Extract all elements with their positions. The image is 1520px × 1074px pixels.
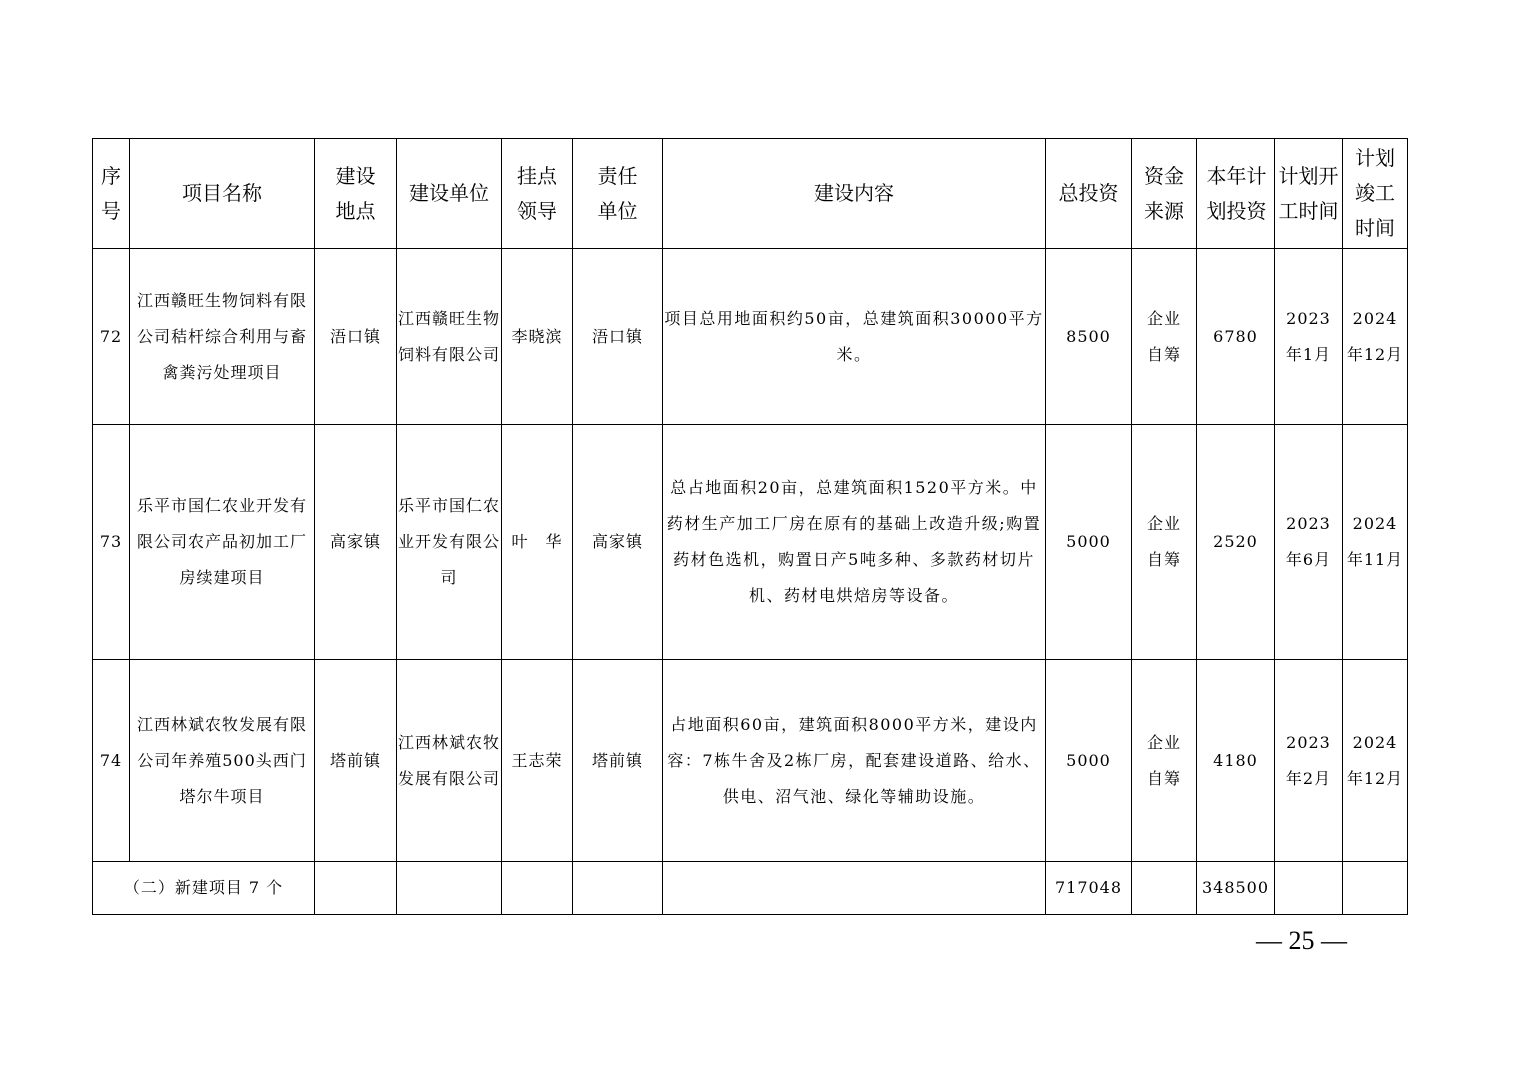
empty-cell	[1275, 862, 1343, 915]
cell-location: 塔前镇	[315, 660, 397, 862]
empty-cell	[1132, 862, 1197, 915]
cell-start: 2023年1月	[1275, 249, 1343, 425]
empty-cell	[573, 862, 663, 915]
cell-seq: 72	[93, 249, 130, 425]
cell-location: 高家镇	[315, 425, 397, 660]
cell-leader: 叶 华	[502, 425, 573, 660]
cell-total: 8500	[1046, 249, 1132, 425]
cell-total: 5000	[1046, 425, 1132, 660]
cell-name: 江西赣旺生物饲料有限公司秸杆综合利用与畜禽粪污处理项目	[130, 249, 315, 425]
cell-content: 占地面积60亩，建筑面积8000平方米，建设内容：7栋牛舍及2栋厂房，配套建设道路、给水、供电、沼气池、绿化等辅助设施。	[663, 660, 1046, 862]
empty-cell	[315, 862, 397, 915]
cell-seq: 73	[93, 425, 130, 660]
cell-plan: 4180	[1197, 660, 1275, 862]
cell-total: 5000	[1046, 660, 1132, 862]
cell-leader: 王志荣	[502, 660, 573, 862]
header-start: 计划开工时间	[1275, 139, 1343, 249]
header-plan: 本年计划投资	[1197, 139, 1275, 249]
cell-end: 2024年12月	[1343, 660, 1408, 862]
empty-cell	[502, 862, 573, 915]
cell-start: 2023年6月	[1275, 425, 1343, 660]
header-name: 项目名称	[130, 139, 315, 249]
cell-content: 项目总用地面积约50亩，总建筑面积30000平方米。	[663, 249, 1046, 425]
header-end: 计划竣工时间	[1343, 139, 1408, 249]
cell-resp: 高家镇	[573, 425, 663, 660]
project-table	[92, 138, 1408, 915]
cell-name: 江西林斌农牧发展有限公司年养殖500头西门塔尔牛项目	[130, 660, 315, 862]
table-row	[93, 249, 1408, 425]
cell-start: 2023年2月	[1275, 660, 1343, 862]
subtotal-total: 717048	[1046, 862, 1132, 915]
cell-plan: 6780	[1197, 249, 1275, 425]
cell-name: 乐平市国仁农业开发有限公司农产品初加工厂房续建项目	[130, 425, 315, 660]
cell-unit: 乐平市国仁农业开发有限公司	[397, 425, 502, 660]
cell-content: 总占地面积20亩，总建筑面积1520平方米。中药材生产加工厂房在原有的基础上改造升级;购置药材色选机，购置日产5吨多种、多款药材切片机、药材电烘焙房等设备。	[663, 425, 1046, 660]
header-unit: 建设单位	[397, 139, 502, 249]
header-leader: 挂点领导	[502, 139, 573, 249]
cell-source: 企业自筹	[1132, 660, 1197, 862]
table-row	[93, 425, 1408, 660]
empty-cell	[663, 862, 1046, 915]
header-location: 建设地点	[315, 139, 397, 249]
header-resp: 责任单位	[573, 139, 663, 249]
header-source: 资金来源	[1132, 139, 1197, 249]
cell-unit: 江西林斌农牧发展有限公司	[397, 660, 502, 862]
header-row	[93, 139, 1408, 249]
empty-cell	[397, 862, 502, 915]
header-content: 建设内容	[663, 139, 1046, 249]
page-number: — 25 —	[1256, 926, 1347, 955]
cell-seq: 74	[93, 660, 130, 862]
subtotal-row	[93, 862, 1408, 915]
cell-leader: 李晓滨	[502, 249, 573, 425]
header-seq: 序号	[93, 139, 130, 249]
header-total: 总投资	[1046, 139, 1132, 249]
cell-source: 企业自筹	[1132, 249, 1197, 425]
subtotal-label: （二）新建项目 7 个	[93, 862, 315, 915]
subtotal-plan: 348500	[1197, 862, 1275, 915]
cell-end: 2024年12月	[1343, 249, 1408, 425]
cell-resp: 浯口镇	[573, 249, 663, 425]
table-row	[93, 660, 1408, 862]
cell-end: 2024年11月	[1343, 425, 1408, 660]
cell-plan: 2520	[1197, 425, 1275, 660]
cell-location: 浯口镇	[315, 249, 397, 425]
cell-unit: 江西赣旺生物饲料有限公司	[397, 249, 502, 425]
empty-cell	[1343, 862, 1408, 915]
cell-source: 企业自筹	[1132, 425, 1197, 660]
cell-resp: 塔前镇	[573, 660, 663, 862]
